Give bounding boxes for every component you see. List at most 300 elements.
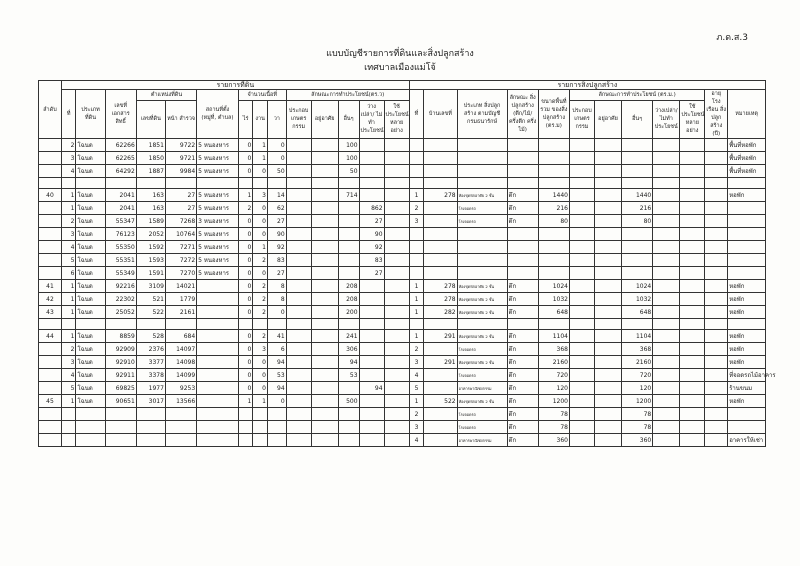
- cell-agri: [286, 434, 311, 447]
- cell-res: [311, 421, 338, 434]
- cell-ngan: [253, 421, 268, 434]
- cell-barea: 120: [538, 382, 569, 395]
- cell-bno: [409, 152, 424, 165]
- table-cell: [136, 178, 165, 189]
- cell-remark: [728, 267, 766, 280]
- cell-no: 4: [61, 369, 76, 382]
- cell-no: 2: [61, 139, 76, 152]
- cell-oth: [338, 408, 359, 421]
- cell-house: [424, 139, 457, 152]
- cell-no: 3: [61, 152, 76, 165]
- cell-page: [165, 434, 196, 447]
- cell-doc: 64292: [105, 165, 136, 178]
- cell-loc: [197, 306, 239, 319]
- cell-ord: 43: [39, 306, 62, 319]
- cell-bchar: ตึก: [507, 189, 538, 202]
- cell-oth: 241: [338, 330, 359, 343]
- cell-bres: [594, 254, 621, 267]
- cell-btype: ห้องชุดพักอาศัย 2 ชั้น: [457, 293, 507, 306]
- cell-btype: [457, 152, 507, 165]
- cell-mix: [384, 356, 409, 369]
- cell-bagri: [569, 434, 594, 447]
- cell-page: 27: [165, 202, 196, 215]
- cell-bmix: [680, 343, 705, 356]
- cell-land: 1593: [136, 254, 165, 267]
- cell-bno: 5: [409, 382, 424, 395]
- header-land-no: เลขที่ดิน: [136, 100, 165, 139]
- header-residence: อยู่อาศัย: [311, 100, 338, 139]
- cell-loc: [197, 343, 239, 356]
- cell-ngan: 2: [253, 330, 268, 343]
- cell-land: 3109: [136, 280, 165, 293]
- table-cell: [338, 319, 359, 330]
- cell-doc: 76123: [105, 228, 136, 241]
- cell-ord: [39, 152, 62, 165]
- cell-res: [311, 202, 338, 215]
- table-cell: [424, 178, 457, 189]
- header-b-vacant: ว่างเปล่า/ ไม่ทำ ประโยชน์: [653, 100, 680, 139]
- cell-bres: [594, 280, 621, 293]
- cell-no: 1: [61, 395, 76, 408]
- cell-bres: [594, 189, 621, 202]
- cell-page: 9253: [165, 382, 196, 395]
- cell-land: 1887: [136, 165, 165, 178]
- cell-wa: 90: [267, 228, 286, 241]
- cell-agri: [286, 382, 311, 395]
- cell-loc: [197, 408, 239, 421]
- cell-remark: หอพัก: [728, 343, 766, 356]
- header-b-agri: ประกอบ เกษตร กรรม: [569, 100, 594, 139]
- header-b-mixed: ใช้ ประโยชน์ หลาย อย่าง: [680, 100, 705, 139]
- cell-barea: 360: [538, 434, 569, 447]
- cell-remark: [728, 241, 766, 254]
- cell-bvac: [653, 202, 680, 215]
- cell-type: [76, 408, 105, 421]
- cell-bchar: ตึก: [507, 369, 538, 382]
- cell-page: 1779: [165, 293, 196, 306]
- cell-both: [622, 228, 653, 241]
- cell-barea: 1024: [538, 280, 569, 293]
- cell-wa: 6: [267, 343, 286, 356]
- cell-btype: โรงจอดรถ: [457, 408, 507, 421]
- cell-no: 4: [61, 241, 76, 254]
- cell-doc: [105, 434, 136, 447]
- cell-res: [311, 356, 338, 369]
- header-b-area: ขนาดพื้นที่รวม ของสิ่งปลูกสร้าง (ตร.ม): [538, 90, 569, 139]
- cell-both: 80: [622, 215, 653, 228]
- cell-page: 9722: [165, 139, 196, 152]
- cell-page: 10764: [165, 228, 196, 241]
- cell-age: [705, 306, 728, 319]
- cell-ord: [39, 343, 62, 356]
- cell-ord: [39, 421, 62, 434]
- cell-mix: [384, 189, 409, 202]
- cell-remark: หอพัก: [728, 280, 766, 293]
- cell-bagri: [569, 421, 594, 434]
- cell-bchar: ตึก: [507, 434, 538, 447]
- cell-doc: [105, 408, 136, 421]
- cell-rai: 0: [238, 293, 253, 306]
- cell-bchar: ตึก: [507, 280, 538, 293]
- cell-bmix: [680, 215, 705, 228]
- table-cell: [538, 178, 569, 189]
- cell-vac: [359, 330, 384, 343]
- cell-bmix: [680, 356, 705, 369]
- cell-no: 1: [61, 293, 76, 306]
- header-b-residence: อยู่อาศัย: [594, 100, 621, 139]
- cell-remark: หอพัก: [728, 293, 766, 306]
- table-cell: [267, 319, 286, 330]
- cell-ord: [39, 356, 62, 369]
- header-land-section: รายการที่ดิน: [61, 81, 409, 90]
- cell-page: 7270: [165, 267, 196, 280]
- cell-page: 7268: [165, 215, 196, 228]
- cell-bvac: [653, 306, 680, 319]
- cell-type: โฉนด: [76, 215, 105, 228]
- header-land-position: ตำแหน่งที่ดิน: [136, 90, 196, 101]
- cell-type: โฉนด: [76, 165, 105, 178]
- cell-ngan: 0: [253, 215, 268, 228]
- cell-agri: [286, 395, 311, 408]
- cell-bvac: [653, 421, 680, 434]
- table-cell: [39, 178, 62, 189]
- cell-bvac: [653, 228, 680, 241]
- cell-vac: [359, 189, 384, 202]
- cell-rai: 0: [238, 152, 253, 165]
- cell-loc: 5 หนองหาร: [197, 189, 239, 202]
- cell-res: [311, 215, 338, 228]
- cell-barea: [538, 165, 569, 178]
- cell-bvac: [653, 330, 680, 343]
- cell-bchar: [507, 139, 538, 152]
- cell-bmix: [680, 228, 705, 241]
- cell-both: [622, 267, 653, 280]
- header-vacant: ว่างเปล่า/ ไม่ทำ ประโยชน์: [359, 100, 384, 139]
- cell-remark: อาคารให้เช่า: [728, 434, 766, 447]
- cell-land: 3377: [136, 356, 165, 369]
- cell-btype: อาคารพาณิชยกรรม: [457, 434, 507, 447]
- cell-rai: 0: [238, 382, 253, 395]
- cell-no: 3: [61, 356, 76, 369]
- cell-bchar: ตึก: [507, 356, 538, 369]
- header-no: ที่: [61, 90, 76, 139]
- cell-wa: [267, 408, 286, 421]
- cell-page: 13566: [165, 395, 196, 408]
- table-row: [39, 254, 766, 267]
- cell-wa: 0: [267, 395, 286, 408]
- cell-agri: [286, 267, 311, 280]
- cell-agri: [286, 408, 311, 421]
- cell-page: 7271: [165, 241, 196, 254]
- cell-remark: [728, 215, 766, 228]
- cell-remark: [728, 408, 766, 421]
- cell-land: 1977: [136, 382, 165, 395]
- header-wa: วา: [267, 100, 286, 139]
- cell-agri: [286, 343, 311, 356]
- cell-res: [311, 369, 338, 382]
- cell-bno: 2: [409, 408, 424, 421]
- cell-bres: [594, 434, 621, 447]
- cell-both: [622, 165, 653, 178]
- table-row: [39, 382, 766, 395]
- cell-type: โฉนด: [76, 343, 105, 356]
- header-mixed: ใช้ ประโยชน์ หลาย อย่าง: [384, 100, 409, 139]
- cell-res: [311, 382, 338, 395]
- cell-res: [311, 306, 338, 319]
- cell-type: [76, 421, 105, 434]
- cell-ord: [39, 202, 62, 215]
- cell-agri: [286, 280, 311, 293]
- cell-agri: [286, 421, 311, 434]
- cell-mix: [384, 369, 409, 382]
- cell-age: [705, 369, 728, 382]
- cell-land: 1592: [136, 241, 165, 254]
- cell-ord: [39, 139, 62, 152]
- cell-land: 163: [136, 202, 165, 215]
- cell-both: [622, 254, 653, 267]
- table-cell: [338, 178, 359, 189]
- cell-vac: 862: [359, 202, 384, 215]
- cell-vac: [359, 434, 384, 447]
- cell-house: [424, 202, 457, 215]
- cell-type: โฉนด: [76, 293, 105, 306]
- cell-remark: [728, 254, 766, 267]
- cell-bchar: [507, 228, 538, 241]
- cell-house: 282: [424, 306, 457, 319]
- cell-oth: 500: [338, 395, 359, 408]
- cell-no: 6: [61, 267, 76, 280]
- table-body: [39, 139, 776, 447]
- cell-vac: [359, 280, 384, 293]
- cell-house: 278: [424, 189, 457, 202]
- cell-mix: [384, 202, 409, 215]
- cell-bagri: [569, 202, 594, 215]
- table-cell: [136, 319, 165, 330]
- cell-bres: [594, 267, 621, 280]
- table-row: [39, 152, 766, 165]
- cell-type: โฉนด: [76, 241, 105, 254]
- table-cell: [457, 319, 507, 330]
- cell-vac: [359, 395, 384, 408]
- cell-wa: 0: [267, 139, 286, 152]
- cell-bres: [594, 343, 621, 356]
- cell-ngan: 3: [253, 189, 268, 202]
- header-ngan: งาน: [253, 100, 268, 139]
- cell-land: 1851: [136, 139, 165, 152]
- cell-mix: [384, 293, 409, 306]
- cell-bagri: [569, 356, 594, 369]
- cell-vac: [359, 408, 384, 421]
- cell-no: [61, 421, 76, 434]
- cell-rai: 0: [238, 343, 253, 356]
- cell-loc: [197, 421, 239, 434]
- cell-bchar: ตึก: [507, 408, 538, 421]
- cell-wa: 92: [267, 241, 286, 254]
- cell-doc: 55349: [105, 267, 136, 280]
- cell-bmix: [680, 330, 705, 343]
- table-row: [39, 215, 766, 228]
- cell-rai: 0: [238, 280, 253, 293]
- cell-btype: ห้องชุดพักอาศัย 2 ชั้น: [457, 330, 507, 343]
- cell-age: [705, 356, 728, 369]
- cell-bmix: [680, 369, 705, 382]
- cell-barea: [538, 241, 569, 254]
- cell-no: 5: [61, 382, 76, 395]
- cell-bno: 4: [409, 369, 424, 382]
- cell-both: 2160: [622, 356, 653, 369]
- cell-doc: 55347: [105, 215, 136, 228]
- cell-land: [136, 421, 165, 434]
- cell-res: [311, 254, 338, 267]
- cell-page: [165, 421, 196, 434]
- cell-bagri: [569, 189, 594, 202]
- cell-page: [165, 408, 196, 421]
- cell-both: 1104: [622, 330, 653, 343]
- cell-vac: [359, 306, 384, 319]
- cell-bres: [594, 215, 621, 228]
- cell-bvac: [653, 343, 680, 356]
- cell-oth: [338, 421, 359, 434]
- cell-bmix: [680, 421, 705, 434]
- cell-btype: ห้องชุดพักอาศัย 2 ชั้น: [457, 189, 507, 202]
- cell-bchar: [507, 165, 538, 178]
- cell-rai: 0: [238, 254, 253, 267]
- cell-oth: [338, 382, 359, 395]
- cell-vac: 90: [359, 228, 384, 241]
- cell-doc: 25052: [105, 306, 136, 319]
- cell-page: 684: [165, 330, 196, 343]
- cell-barea: 1104: [538, 330, 569, 343]
- cell-bagri: [569, 293, 594, 306]
- cell-both: 1024: [622, 280, 653, 293]
- cell-btype: โรงจอดรถ: [457, 421, 507, 434]
- cell-page: 14099: [165, 369, 196, 382]
- cell-btype: ห้องชุดพักอาศัย 2 ชั้น: [457, 306, 507, 319]
- cell-agri: [286, 189, 311, 202]
- cell-ngan: [253, 434, 268, 447]
- cell-loc: 5 หนองหาร: [197, 152, 239, 165]
- cell-barea: 648: [538, 306, 569, 319]
- table-cell: [728, 319, 766, 330]
- header-other: อื่นๆ: [338, 100, 359, 139]
- table-cell: [76, 319, 105, 330]
- cell-bmix: [680, 306, 705, 319]
- cell-no: 4: [61, 165, 76, 178]
- cell-doc: 92910: [105, 356, 136, 369]
- land-building-register-table: [38, 80, 776, 447]
- cell-ngan: 0: [253, 356, 268, 369]
- table-cell: [286, 178, 311, 189]
- cell-ngan: 0: [253, 165, 268, 178]
- cell-ord: [39, 267, 62, 280]
- cell-btype: ห้องชุดพักอาศัย 2 ชั้น: [457, 395, 507, 408]
- cell-agri: [286, 152, 311, 165]
- cell-bres: [594, 241, 621, 254]
- cell-no: [61, 408, 76, 421]
- cell-bagri: [569, 254, 594, 267]
- cell-both: 216: [622, 202, 653, 215]
- cell-bagri: [569, 241, 594, 254]
- cell-land: 1589: [136, 215, 165, 228]
- header-b-use: ลักษณะการทำประโยชน์ (ตร.ม.): [569, 90, 704, 101]
- cell-loc: [197, 382, 239, 395]
- cell-doc: 2041: [105, 189, 136, 202]
- cell-agri: [286, 215, 311, 228]
- cell-bchar: [507, 267, 538, 280]
- cell-land: 521: [136, 293, 165, 306]
- table-cell: [165, 319, 196, 330]
- cell-bno: 1: [409, 293, 424, 306]
- cell-bno: 1: [409, 330, 424, 343]
- cell-mix: [384, 139, 409, 152]
- cell-oth: [338, 228, 359, 241]
- table-cell: [253, 319, 268, 330]
- header-survey-page: หน้า สำรวจ: [165, 100, 196, 139]
- cell-ngan: 2: [253, 293, 268, 306]
- cell-bmix: [680, 434, 705, 447]
- cell-land: 2052: [136, 228, 165, 241]
- cell-age: [705, 421, 728, 434]
- cell-bvac: [653, 356, 680, 369]
- cell-bres: [594, 165, 621, 178]
- table-row: [39, 165, 766, 178]
- cell-loc: 5 หนองหาร: [197, 241, 239, 254]
- cell-rai: 1: [238, 189, 253, 202]
- cell-oth: 100: [338, 152, 359, 165]
- cell-age: [705, 434, 728, 447]
- table-cell: [105, 319, 136, 330]
- cell-age: [705, 189, 728, 202]
- cell-land: 522: [136, 306, 165, 319]
- cell-mix: [384, 408, 409, 421]
- cell-bvac: [653, 215, 680, 228]
- cell-ngan: 2: [253, 254, 268, 267]
- cell-mix: [384, 254, 409, 267]
- cell-mix: [384, 343, 409, 356]
- cell-barea: [538, 152, 569, 165]
- cell-type: โฉนด: [76, 395, 105, 408]
- cell-type: โฉนด: [76, 267, 105, 280]
- cell-res: [311, 280, 338, 293]
- cell-bres: [594, 408, 621, 421]
- cell-btype: [457, 165, 507, 178]
- table-cell: [384, 178, 409, 189]
- cell-house: [424, 421, 457, 434]
- table-cell: [622, 319, 653, 330]
- cell-oth: [338, 202, 359, 215]
- cell-loc: 5 หนองหาร: [197, 267, 239, 280]
- cell-both: 368: [622, 343, 653, 356]
- cell-agri: [286, 241, 311, 254]
- table-cell: [61, 178, 76, 189]
- cell-remark: [728, 228, 766, 241]
- cell-loc: [197, 395, 239, 408]
- cell-rai: 0: [238, 369, 253, 382]
- table-cell: [457, 178, 507, 189]
- cell-bchar: [507, 241, 538, 254]
- table-spacer-row: [39, 319, 766, 330]
- cell-barea: 216: [538, 202, 569, 215]
- municipality-name: เทศบาลเมืองแม่โจ้: [364, 63, 436, 73]
- cell-type: โฉนด: [76, 369, 105, 382]
- cell-both: 1440: [622, 189, 653, 202]
- cell-bchar: ตึก: [507, 293, 538, 306]
- cell-wa: 0: [267, 152, 286, 165]
- cell-no: 2: [61, 343, 76, 356]
- cell-oth: 50: [338, 165, 359, 178]
- cell-rai: 0: [238, 356, 253, 369]
- cell-age: [705, 254, 728, 267]
